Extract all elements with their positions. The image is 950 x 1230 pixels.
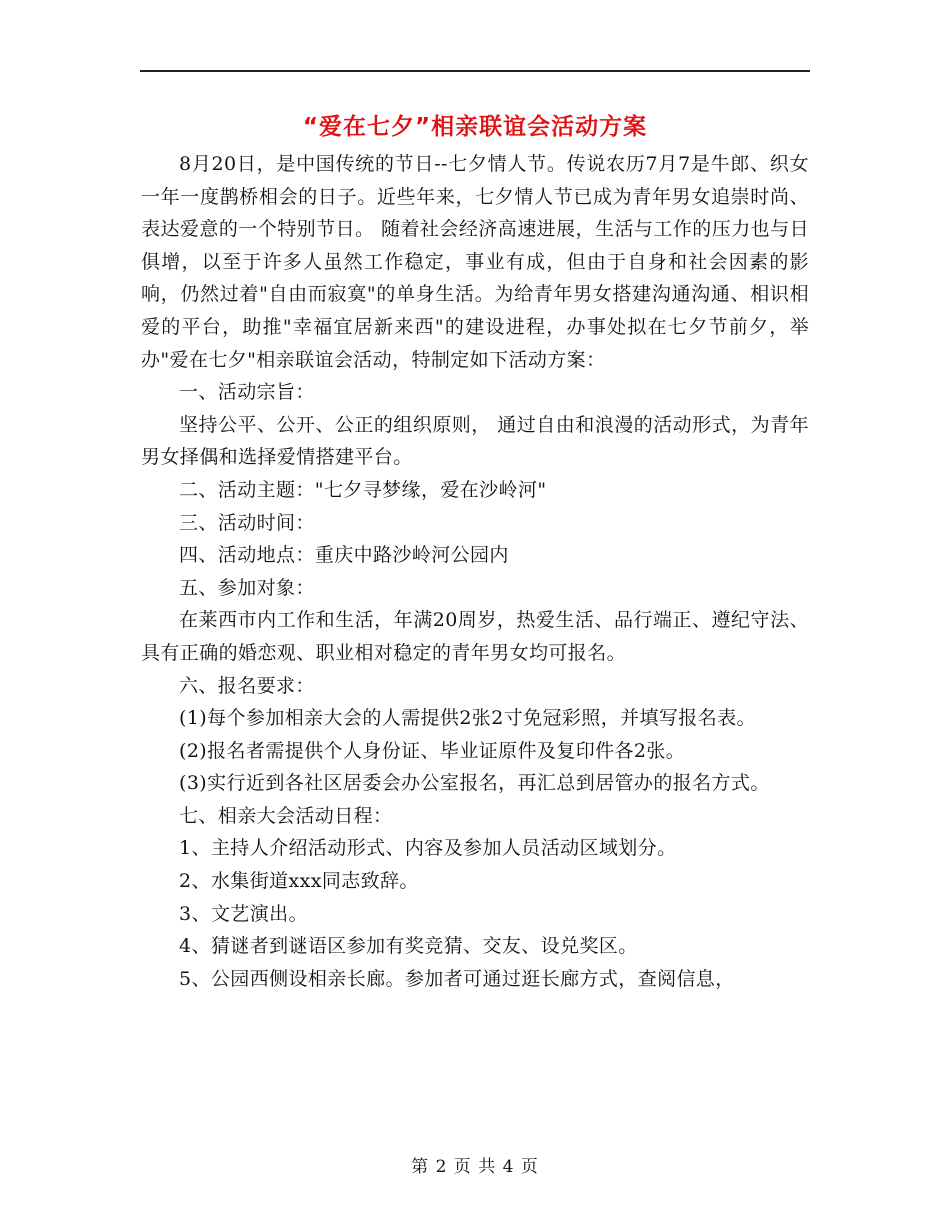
section-heading-location: 四、活动地点：重庆中路沙岭河公园内 — [179, 544, 509, 567]
schedule-item: 5、公园西侧设相亲长廊。参加者可通过逛长廊方式，查阅信息， — [179, 967, 735, 990]
page-number: 第 2 页 共 4 页 — [411, 1157, 539, 1177]
registration-item: (3)实行近到各社区居委会办公室报名，再汇总到居管办的报名方式。 — [179, 772, 770, 795]
section-heading-theme: 二、活动主题："七夕寻梦缘，爱在沙岭河" — [179, 478, 547, 501]
section-heading-time: 三、活动时间： — [179, 511, 315, 534]
registration-item: (1)每个参加相亲大会的人需提供2张2寸免冠彩照，并填写报名表。 — [179, 707, 756, 730]
participants-paragraph: 在莱西市内工作和生活，年满20周岁，热爱生活、品行端正、遵纪守法、具有正确的婚恋观、职业相对稳定的青年男女均可报名。 — [141, 609, 809, 664]
section-heading-participants: 五、参加对象： — [179, 576, 315, 599]
registration-item: (2)报名者需提供个人身份证、毕业证原件及复印件各2张。 — [179, 739, 686, 762]
intro-paragraph: 8月20日，是中国传统的节日--七夕情人节。传说农历7月7是牛郎、织女一年一度鹊桥相会的日子。近些年来，七夕情人节已成为青年男女追崇时尚、表达爱意的一个特别节日。 随着社会经济高速进展，生活与工作的压力也与日俱增，以至于许多人虽然工作稳定，事业有成，但由于自身和社会因素的影响，仍然过着"自由而寂寞"的单身生活。为给青年男女搭建沟通沟通、相识相爱的平台，助推"幸福宜居新来西"的建设进程，办事处拟在七夕节前夕，举办"爱在七夕"相亲联谊会活动，特制定如下活动方案： — [141, 153, 809, 371]
section-heading-registration: 六、报名要求： — [179, 674, 315, 697]
section-heading-schedule: 七、相亲大会活动日程： — [179, 804, 393, 827]
schedule-item: 2、水集街道xxx同志致辞。 — [179, 870, 419, 893]
header-rule — [140, 70, 810, 72]
schedule-item: 1、主持人介绍活动形式、内容及参加人员活动区域划分。 — [179, 837, 677, 860]
section-heading-purpose: 一、活动宗旨： — [179, 381, 315, 404]
purpose-paragraph: 坚持公平、公开、公正的组织原则， 通过自由和浪漫的活动形式，为青年男女择偶和选择爱情搭建平台。 — [141, 413, 809, 469]
document-body — [141, 148, 809, 995]
schedule-item: 4、猜谜者到谜语区参加有奖竞猜、交友、设兑奖区。 — [179, 935, 638, 958]
document-title: “爱在七夕”相亲联谊会活动方案 — [302, 114, 648, 140]
schedule-item: 3、文艺演出。 — [179, 902, 308, 925]
